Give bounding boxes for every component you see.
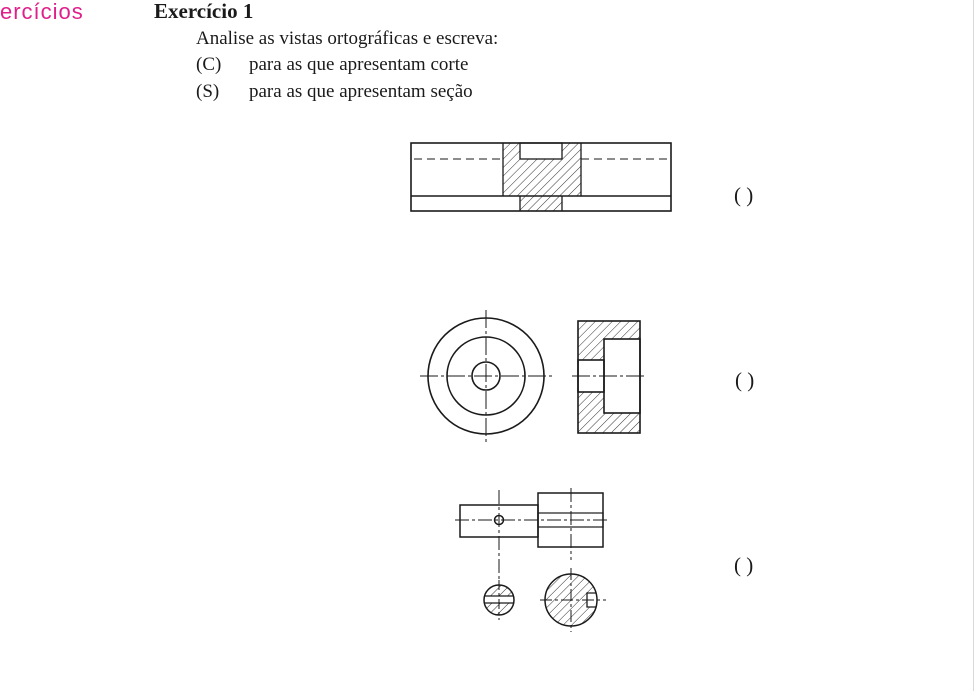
exercise-title: Exercício 1: [154, 0, 254, 23]
sidebar-section-title: ercícios: [0, 0, 84, 24]
drawing-2-section-view: [572, 321, 646, 433]
answer-field-2[interactable]: ( ): [735, 368, 755, 392]
drawing-1-part-section: [411, 143, 671, 211]
option-code: (S): [196, 81, 220, 102]
drawing-2-front-view: [420, 310, 552, 442]
option-text: para as que apresentam seção: [249, 81, 473, 102]
drawing-1-slot: [520, 143, 562, 159]
drawing-1-hatch-lower: [520, 196, 562, 211]
drawing-2-hatch-area: [578, 321, 640, 433]
answer-field-1[interactable]: ( ): [734, 183, 754, 207]
drawing-3-shaft: [455, 488, 608, 580]
option-text: para as que apresentam corte: [249, 54, 469, 75]
answer-field-3[interactable]: ( ): [734, 553, 754, 577]
drawing-3-large-section: [540, 568, 606, 632]
exercise-instruction: Analise as vistas ortográficas e escreva:: [196, 28, 499, 49]
option-code: (C): [196, 54, 222, 75]
drawing-3-small-section: [483, 580, 515, 620]
